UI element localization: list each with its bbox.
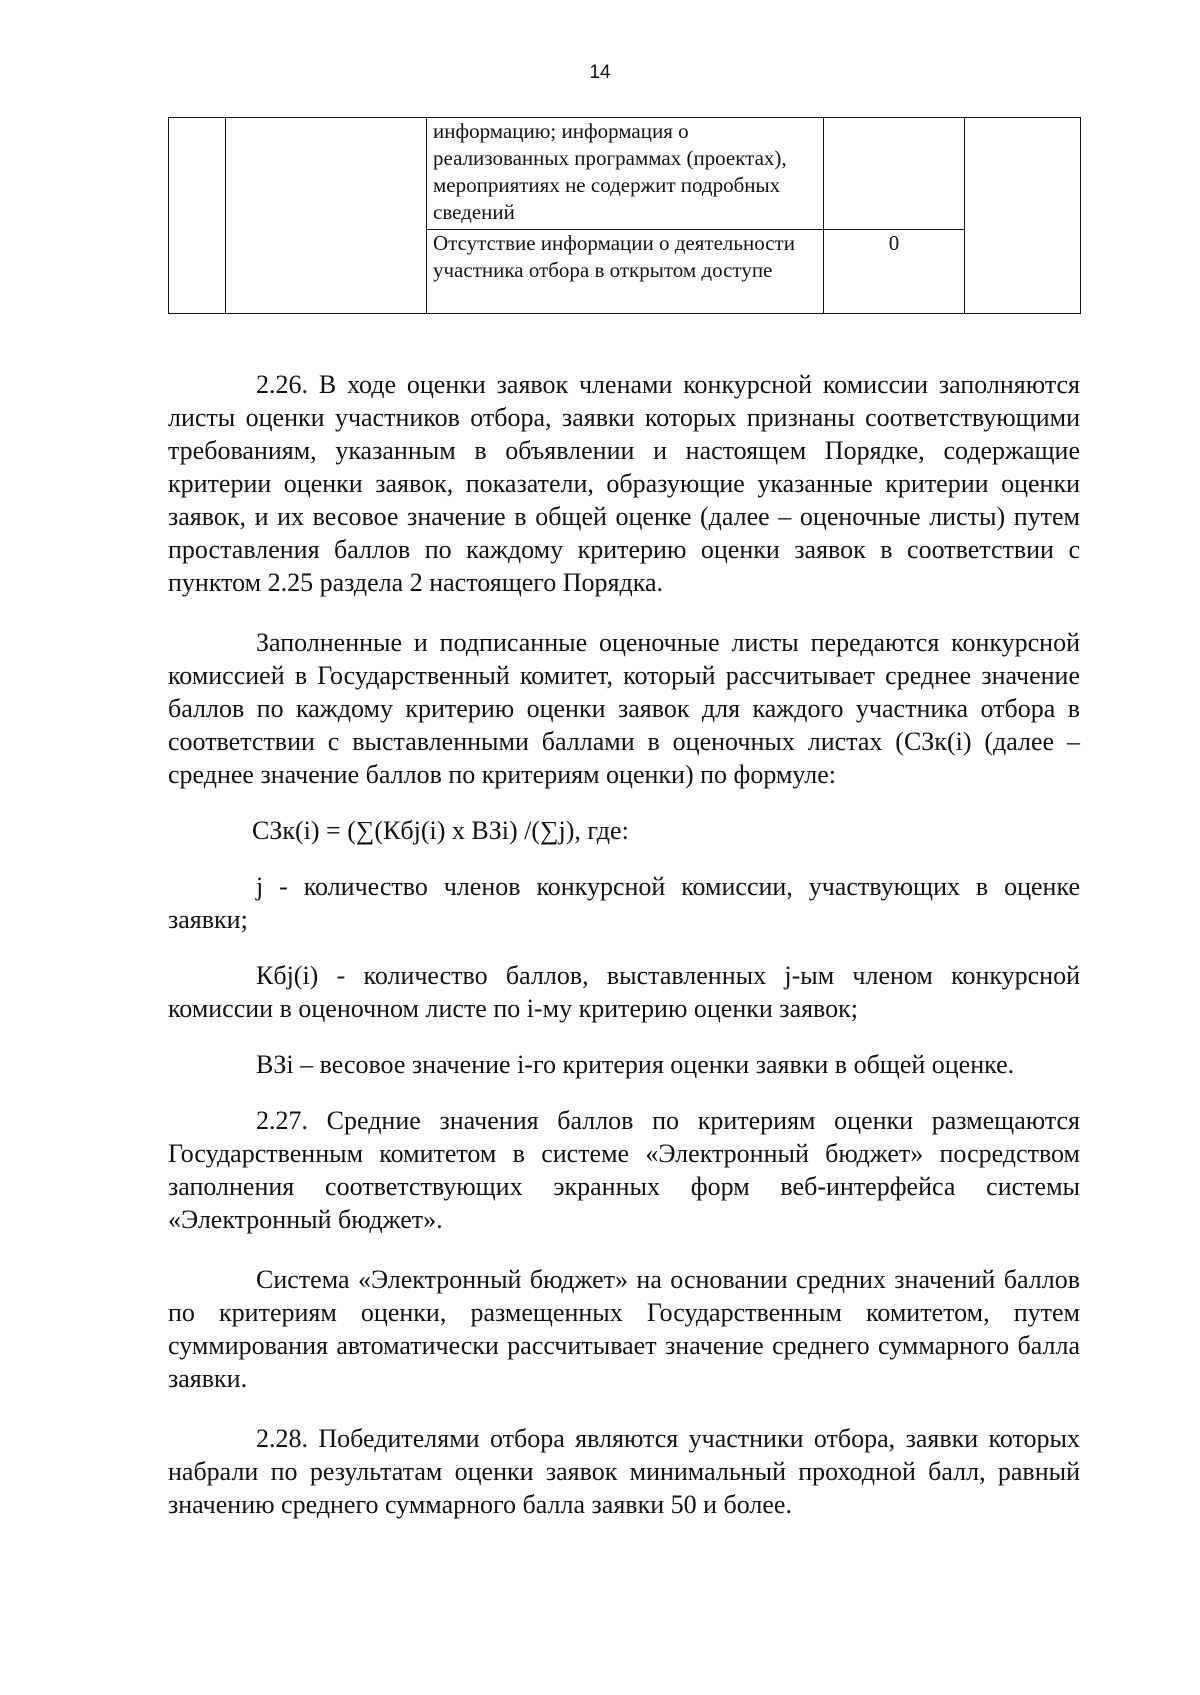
table-cell-criterion [226,118,427,314]
table-row [169,118,1081,230]
paragraph-2-28: 2.28. Победителями отбора являются участники отбора, заявки которых набрали по результатам оценки заявок минимальный проходной балл, равный значению среднего суммарного балла заявки 50 и более. [168,1424,1080,1519]
paragraph-filled-sheets: Заполненные и подписанные оценочные листы передаются конкурсной комиссией в Государственный комитет, который рассчитывает среднее значение баллов по каждому критерию оценки заявок для каждого участника отбора в соответствии с выставленными баллами в оценочных листах (СЗк(i) (далее – среднее значение баллов по критериям оценки) по формуле: [168,628,1080,789]
paragraph-2-26: 2.26. В ходе оценки заявок членами конкурсной комиссии заполняются листы оценки участников отбора, заявки которых признаны соответствующими требованиям, указанным в объявлении и настоящем Порядке, содержащие критерии оценки заявок, показатели, образующие указанные критерии оценки заявок, и их весовое значение в общей оценке (далее – оценочные листы) путем проставления баллов по каждому критерию оценки заявок в соответствии с пунктом 2.25 раздела 2 настоящего Порядка. [168,370,1080,597]
formula: СЗк(i) = (∑(Кбj(i) х ВЗi) /(∑j), где: [252,816,629,845]
table-cell-weight [965,118,1081,314]
definition-j: j - количество членов конкурсной комиссии, участвующих в оценке заявки; [168,872,1080,934]
table-cell-score: 0 [824,230,965,314]
paragraph-2-27: 2.27. Средние значения баллов по критериям оценки размещаются Государственным комитетом в системе «Электронный бюджет» посредством заполнения соответствующих экранных форм веб-интерфейса системы «Электронный бюджет». [168,1106,1080,1234]
paragraph-electronic-budget-system: Система «Электронный бюджет» на основании средних значений баллов по критериям оценки, размещенных Государственным комитетом, путем суммирования автоматически рассчитывает значение среднего суммарного балла заявки. [168,1265,1080,1393]
definition-vzi: ВЗi – весовое значение i-го критерия оценки заявки в общей оценке. [256,1050,1015,1079]
document-body [168,368,1080,1521]
definition-kbj: Кбj(i) - количество баллов, выставленных j-ым членом конкурсной комиссии в оценочном листе по i-му критерию оценки заявок; [168,961,1080,1023]
table-cell-score [824,118,965,230]
page-number: 14 [589,62,611,83]
table-cell-indicator: Отсутствие информации о деятельности участника отбора в открытом доступе [427,230,824,314]
criteria-table-continuation [168,117,1081,314]
table-cell-indicator: информацию; информация о реализованных программах (проектах), мероприятиях не содержит подробных сведений [427,118,824,230]
table-cell-number [169,118,226,314]
